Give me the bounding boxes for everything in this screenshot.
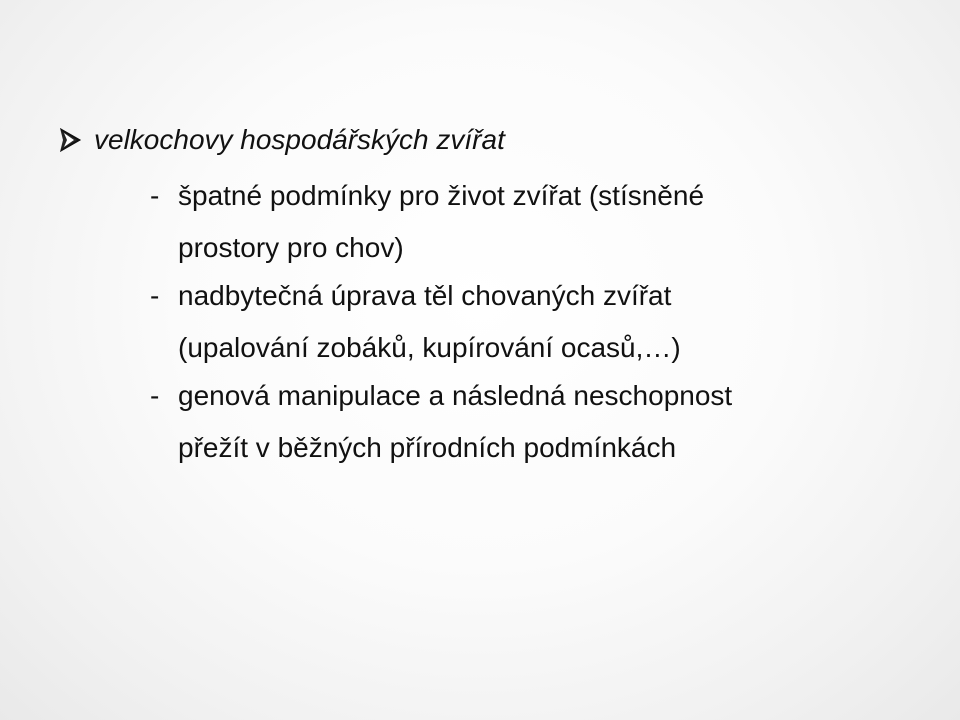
dash-marker: - xyxy=(150,380,160,411)
item-text xyxy=(178,270,681,374)
item-line: genová manipulace a následná neschopnost xyxy=(178,380,733,411)
item-line: přežít v běžných přírodních podmínkách xyxy=(178,432,677,463)
dash-marker: - xyxy=(150,280,160,311)
list-item xyxy=(150,170,704,274)
item-line: nadbytečná úprava těl chovaných zvířat xyxy=(178,280,672,311)
item-line: špatné podmínky pro život zvířat (stísněné xyxy=(178,180,705,211)
heading-row xyxy=(58,120,505,160)
list-item xyxy=(150,370,732,474)
item-line: prostory pro chov) xyxy=(178,232,404,263)
list-item xyxy=(150,270,681,374)
item-line: (upalování zobáků, kupírování ocasů,…) xyxy=(178,332,681,363)
item-text xyxy=(178,170,704,274)
arrowhead-bullet-icon xyxy=(58,125,82,155)
dash-marker: - xyxy=(150,180,160,211)
heading-text: velkochovy hospodářských zvířat xyxy=(94,124,505,155)
item-text xyxy=(178,370,732,474)
